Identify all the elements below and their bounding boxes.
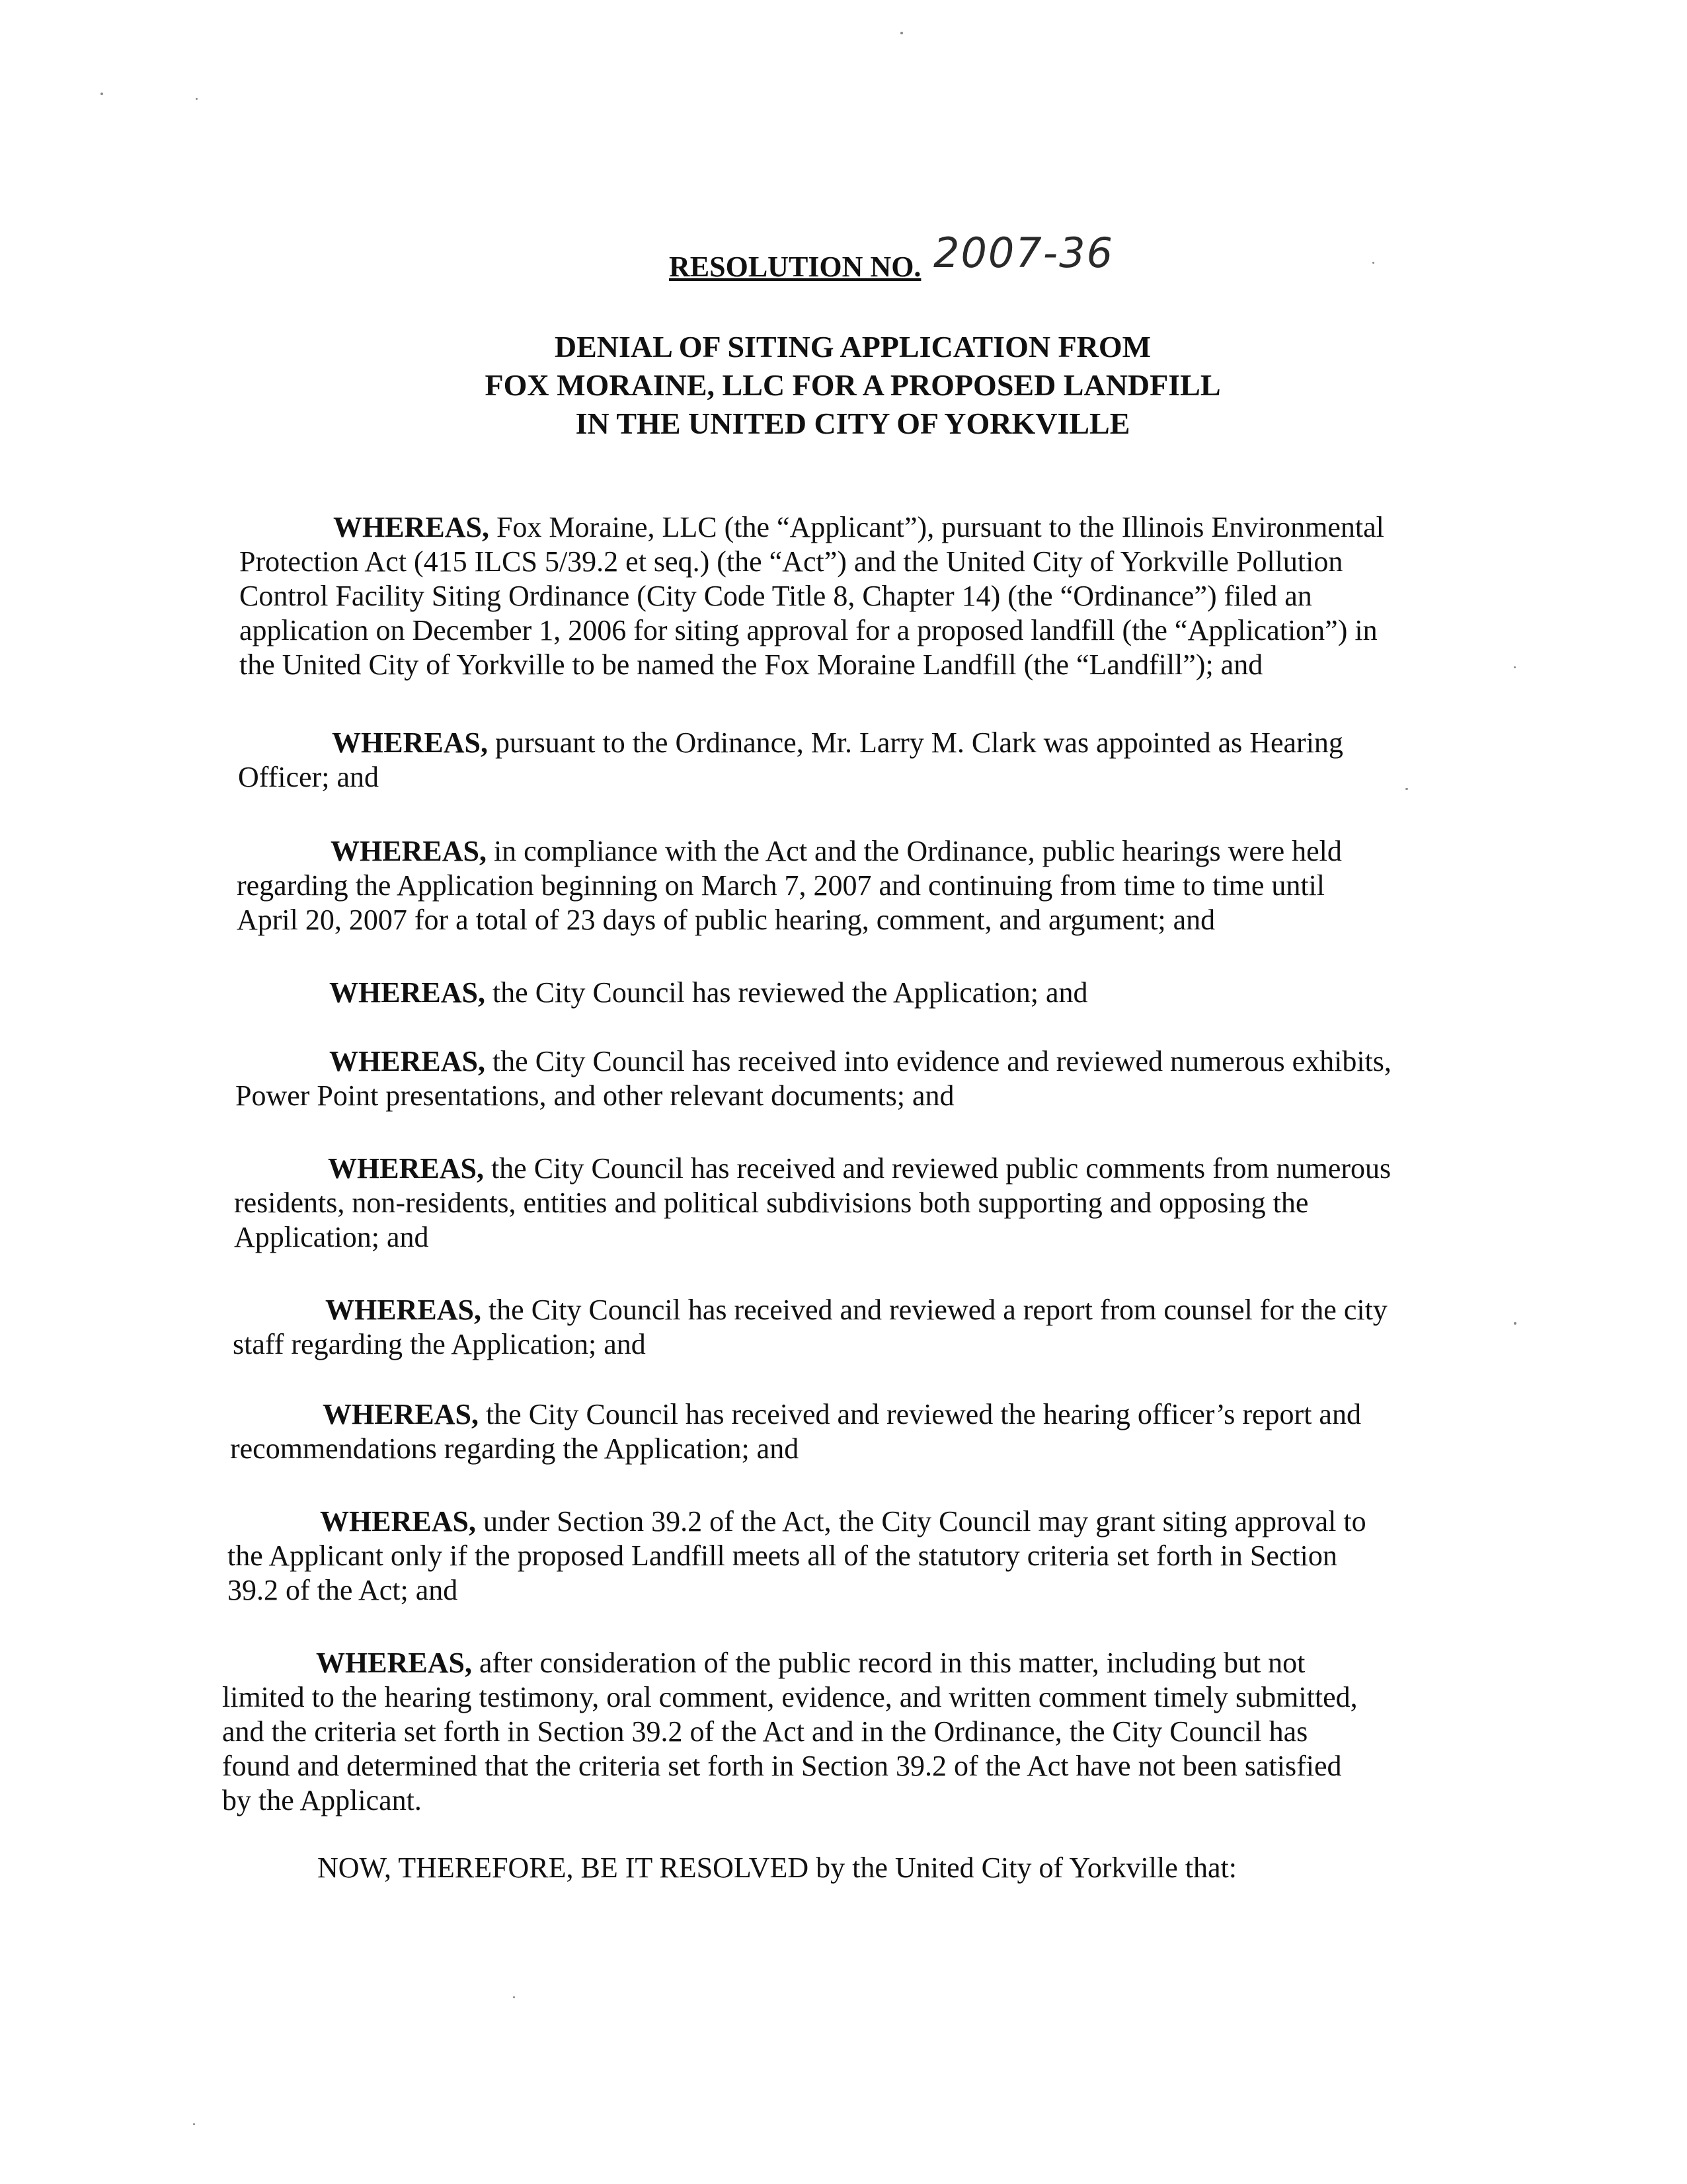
whereas-keyword: WHEREAS, <box>332 726 488 759</box>
line-text: the City Council has received and reviewed a report from counsel for the city <box>481 1294 1388 1326</box>
whereas-keyword: WHEREAS, <box>316 1647 472 1679</box>
paragraph-line <box>239 579 1482 613</box>
line-text: Power Point presentations, and other relevant documents; and <box>235 1079 955 1112</box>
line-text: the City Council has reviewed the Application; and <box>485 976 1088 1009</box>
line-text: limited to the hearing testimony, oral comment, evidence, and written comment timely submitted, <box>222 1681 1358 1713</box>
heading-line: FOX MORAINE, LLC FOR A PROPOSED LANDFILL <box>485 368 1221 402</box>
paragraph-line <box>317 1851 1560 1885</box>
paragraph-line <box>331 834 1479 869</box>
line-text: Application; and <box>234 1221 429 1253</box>
paragraph-line <box>233 1327 1475 1362</box>
paragraph-line <box>230 1432 1473 1466</box>
scan-speck <box>1514 666 1516 668</box>
paragraph-line <box>222 1783 1465 1818</box>
scan-speck <box>1405 788 1408 790</box>
scan-speck <box>100 93 103 95</box>
line-text: Fox Moraine, LLC (the “Applicant”), pursuant to the Illinois Environmental <box>489 511 1384 543</box>
line-text: the United City of Yorkville to be named the Fox Moraine Landfill (the “Landfill”); and <box>239 648 1263 681</box>
paragraph-line <box>222 1715 1465 1749</box>
scan-speck <box>1514 1322 1516 1325</box>
resolution-heading <box>463 328 1243 443</box>
paragraph-line <box>329 1044 1478 1079</box>
whereas-paragraph <box>227 1504 1470 1608</box>
whereas-paragraph <box>329 976 1572 1010</box>
whereas-paragraph <box>235 1044 1478 1113</box>
whereas-paragraph <box>230 1397 1473 1466</box>
line-text: the City Council has received into evidence and reviewed numerous exhibits, <box>485 1045 1392 1077</box>
paragraph-line <box>227 1573 1470 1608</box>
heading-line: DENIAL OF SITING APPLICATION FROM <box>554 330 1152 364</box>
whereas-keyword: WHEREAS, <box>323 1398 479 1430</box>
scan-speck <box>196 98 198 100</box>
paragraph-line <box>239 648 1482 682</box>
paragraph-line <box>234 1186 1477 1220</box>
resolved-clause <box>317 1851 1560 1885</box>
resolution-title: RESOLUTION NO. <box>669 251 922 283</box>
line-text: the City Council has received and reviewed public comments from numerous <box>483 1152 1392 1185</box>
line-text: 39.2 of the Act; and <box>227 1574 458 1606</box>
line-text: April 20, 2007 for a total of 23 days of public hearing, comment, and argument; and <box>237 904 1216 936</box>
paragraph-line <box>323 1397 1473 1432</box>
scan-speck <box>1372 262 1374 264</box>
paragraph-line <box>333 510 1482 545</box>
line-text: application on December 1, 2006 for siting approval for a proposed landfill (the “Application”) in <box>239 614 1378 646</box>
line-text: by the Applicant. <box>222 1784 422 1816</box>
line-text: recommendations regarding the Application; and <box>230 1432 799 1465</box>
whereas-paragraph <box>237 834 1479 937</box>
line-text: staff regarding the Application; and <box>233 1328 646 1360</box>
line-text: the Applicant only if the proposed Landfill meets all of the statutory criteria set forth in Section <box>227 1540 1337 1572</box>
whereas-paragraph <box>239 510 1482 682</box>
paragraph-line <box>237 869 1479 903</box>
heading-line: IN THE UNITED CITY OF YORKVILLE <box>575 407 1130 440</box>
line-text: found and determined that the criteria set forth in Section 39.2 of the Act have not been satisfied <box>222 1750 1342 1782</box>
paragraph-line <box>316 1646 1465 1680</box>
paragraph-line <box>222 1680 1465 1715</box>
line-text: in compliance with the Act and the Ordinance, public hearings were held <box>486 835 1342 867</box>
scan-speck <box>193 2123 195 2125</box>
line-text: pursuant to the Ordinance, Mr. Larry M. Clark was appointed as Hearing <box>487 726 1343 759</box>
paragraph-line <box>320 1504 1470 1539</box>
whereas-keyword: WHEREAS, <box>320 1505 476 1538</box>
whereas-keyword: WHEREAS, <box>329 976 485 1009</box>
paragraph-line <box>325 1293 1475 1327</box>
line-text: Control Facility Siting Ordinance (City Code Title 8, Chapter 14) (the “Ordinance”) filed an <box>239 580 1312 612</box>
whereas-paragraph <box>234 1151 1477 1255</box>
paragraph-line <box>329 976 1572 1010</box>
paragraph-line <box>238 760 1481 795</box>
paragraph-line <box>239 613 1482 648</box>
line-text: regarding the Application beginning on March 7, 2007 and continuing from time to time until <box>237 869 1325 902</box>
whereas-keyword: WHEREAS, <box>333 511 489 543</box>
whereas-keyword: WHEREAS, <box>328 1152 484 1185</box>
line-text: after consideration of the public record in this matter, including but not <box>471 1647 1306 1679</box>
scan-speck <box>513 1996 515 1998</box>
line-text: NOW, THEREFORE, BE IT RESOLVED by the United City of Yorkville that: <box>317 1852 1237 1884</box>
whereas-keyword: WHEREAS, <box>329 1045 485 1077</box>
handwritten-resolution-number: 2007-36 <box>933 229 1115 277</box>
paragraph-line <box>237 903 1479 937</box>
line-text: residents, non-residents, entities and political subdivisions both supporting and opposing the <box>234 1187 1309 1219</box>
whereas-keyword: WHEREAS, <box>325 1294 481 1326</box>
line-text: under Section 39.2 of the Act, the City Council may grant siting approval to <box>475 1505 1366 1538</box>
paragraph-line <box>235 1079 1478 1113</box>
line-text: the City Council has received and reviewed the hearing officer’s report and <box>478 1398 1361 1430</box>
paragraph-line <box>222 1749 1465 1783</box>
whereas-paragraph <box>233 1293 1475 1362</box>
line-text: Protection Act (415 ILCS 5/39.2 et seq.) (the “Act”) and the United City of Yorkville Pollution <box>239 545 1343 578</box>
line-text: Officer; and <box>238 761 379 793</box>
scan-speck <box>900 32 903 34</box>
paragraph-line <box>239 545 1482 579</box>
whereas-paragraph <box>238 726 1481 795</box>
paragraph-line <box>227 1539 1470 1573</box>
paragraph-line <box>328 1151 1477 1186</box>
whereas-keyword: WHEREAS, <box>331 835 487 867</box>
line-text: and the criteria set forth in Section 39.2 of the Act and in the Ordinance, the City Council has <box>222 1715 1308 1748</box>
whereas-paragraph <box>222 1646 1465 1818</box>
paragraph-line <box>234 1220 1477 1255</box>
paragraph-line <box>332 726 1481 760</box>
